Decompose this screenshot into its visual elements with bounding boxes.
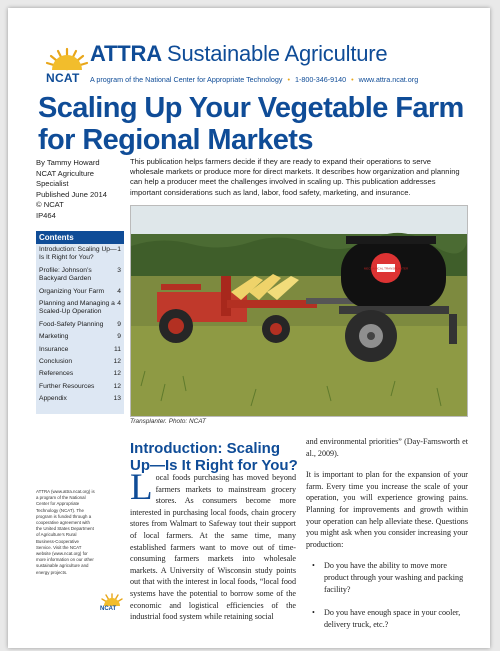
question-list	[306, 560, 468, 630]
toc-label: Conclusion	[39, 358, 73, 366]
summary-text: This publication helps farmers decide if they are ready to expand their operations to serve wholesale markets or produce more for direct markets. It describes how organization and planning can help a producer meet the challenges involved in scaling up. This publication addresses important considerations such as land, labor, food safety, marketing, and insurance.	[130, 157, 460, 197]
toc-page: 1	[117, 246, 121, 253]
brand-title	[90, 41, 387, 67]
toc-item[interactable]	[39, 383, 121, 391]
toc-page: 3	[117, 266, 121, 274]
toc-page: 4	[117, 300, 121, 308]
byline	[36, 158, 124, 221]
transplanter-photo	[130, 205, 468, 417]
toc-label: Food-Safety Planning	[39, 320, 104, 328]
tagline-url[interactable]: www.attra.ncat.org	[358, 75, 419, 84]
contents-box	[36, 231, 124, 414]
toc-page: 12	[113, 382, 121, 390]
ncat-wordmark: NCAT	[46, 71, 80, 85]
publication-page	[8, 8, 490, 648]
toc-page: 9	[117, 333, 121, 341]
tank-label: MECHANICAL TRANSPLANTER	[363, 266, 409, 271]
byline-line: Specialist	[36, 179, 69, 188]
toc-item[interactable]	[39, 333, 121, 341]
toc-label: Further Resources	[39, 382, 95, 390]
toc-item[interactable]	[39, 267, 121, 284]
body-column-1	[130, 467, 296, 623]
body-text-continued: and environmental priorities” (Day-Farnsworth et al., 2009).	[306, 437, 468, 458]
tagline-phone: 1-800-346-9140	[294, 75, 347, 84]
sidebar	[36, 158, 124, 414]
byline-line: © NCAT	[36, 200, 64, 209]
photo-caption: Transplanter. Photo: NCAT	[130, 418, 206, 425]
toc-page: 11	[114, 345, 121, 353]
tagline: A program of the National Center for Appropriate Technology • 1-800-346-9140 • www.attra.ncat.org	[90, 75, 419, 84]
byline-line: By Tammy Howard	[36, 158, 100, 167]
toc-item[interactable]	[39, 358, 121, 366]
toc-item[interactable]	[39, 370, 121, 378]
toc-label: Organizing Your Farm	[39, 287, 105, 295]
toc-page: 9	[117, 320, 121, 328]
toc-label: Appendix	[39, 395, 67, 403]
byline-line: NCAT Agriculture	[36, 168, 94, 178]
toc-label: Marketing	[39, 333, 69, 341]
byline-line: IP464	[36, 210, 56, 220]
list-item: • Do you have enough space in your cooler, delivery truck, etc.?	[306, 607, 468, 630]
toc-label: Profile: Johnson’s Backyard Garden	[39, 266, 92, 283]
contents-list	[36, 244, 124, 410]
body-paragraph: It is important to plan for the expansion of your farm. Every time you increase the scale of your operation, you will experience growing pains. Planning for improvements and growth within your operation can help alleviate these. Questions you might ask when you consider increasing your production:	[306, 470, 468, 549]
attra-program-note: ATTRA (www.attra.ncat.org) is a program of the National Center for Appropriate Technology (NCAT). The program is funded through a cooperative agreement with the United States Department of Agriculture’s Rural Business-Cooperative Service. Visit the NCAT website (www.ncat.org) for more information on our other sustainable agriculture and energy projects.	[36, 489, 95, 575]
ncat-footer-wordmark: NCAT	[100, 606, 117, 612]
toc-label: Introduction: Scaling Up—Is It Right for You?	[39, 246, 117, 262]
sun-icon	[42, 46, 92, 74]
brand-attra: ATTRA	[90, 41, 162, 66]
toc-label: References	[39, 370, 74, 378]
body-text: ocal foods purchasing has moved beyond farmers markets to mainstream grocery stores. As consumers become more interested in purchasing local foods, chain grocery stores from Walmart to Safeway tout their support of local farmers. At the same time, many established farmers want to move out of time-consuming farmers markets into wholesale markets. A University of Wisconsin study points out that with the interest in local foods, “local food systems have the potential to borrow some of the economic and logistical efficiencies of the industrial food system while retaining social	[130, 473, 296, 622]
toc-page: 13	[113, 395, 121, 403]
drop-cap: L	[130, 467, 153, 508]
tagline-program: A program of the National Center for Appropriate Technology	[90, 75, 283, 84]
toc-page: 12	[113, 370, 121, 378]
toc-label: Insurance	[39, 345, 69, 353]
toc-item[interactable]	[39, 246, 121, 263]
brand-sustainable-agriculture: Sustainable Agriculture	[167, 41, 388, 66]
toc-item[interactable]	[39, 395, 121, 403]
section-title: Introduction: Scaling Up—Is It Right for You?	[130, 440, 298, 474]
body-column-2	[306, 436, 468, 642]
toc-page: 4	[117, 287, 121, 295]
list-item: • Do you have the ability to move more product through your washing and packing facility?	[306, 560, 468, 595]
byline-line: Published June 2014	[36, 189, 107, 199]
toc-item[interactable]	[39, 300, 121, 317]
toc-item[interactable]	[39, 346, 121, 354]
toc-label: Planning and Managing a Scaled-Up Operation	[39, 300, 115, 316]
header	[8, 8, 490, 98]
toc-page: 12	[113, 358, 121, 366]
toc-item[interactable]	[39, 288, 121, 296]
publication-title: Scaling Up Your Vegetable Farm for Regional Markets	[38, 92, 464, 156]
toc-item[interactable]	[39, 321, 121, 329]
ncat-footer-logo	[98, 593, 126, 617]
contents-heading: Contents	[36, 231, 124, 244]
ncat-logo	[42, 46, 92, 91]
sun-icon	[98, 593, 126, 607]
